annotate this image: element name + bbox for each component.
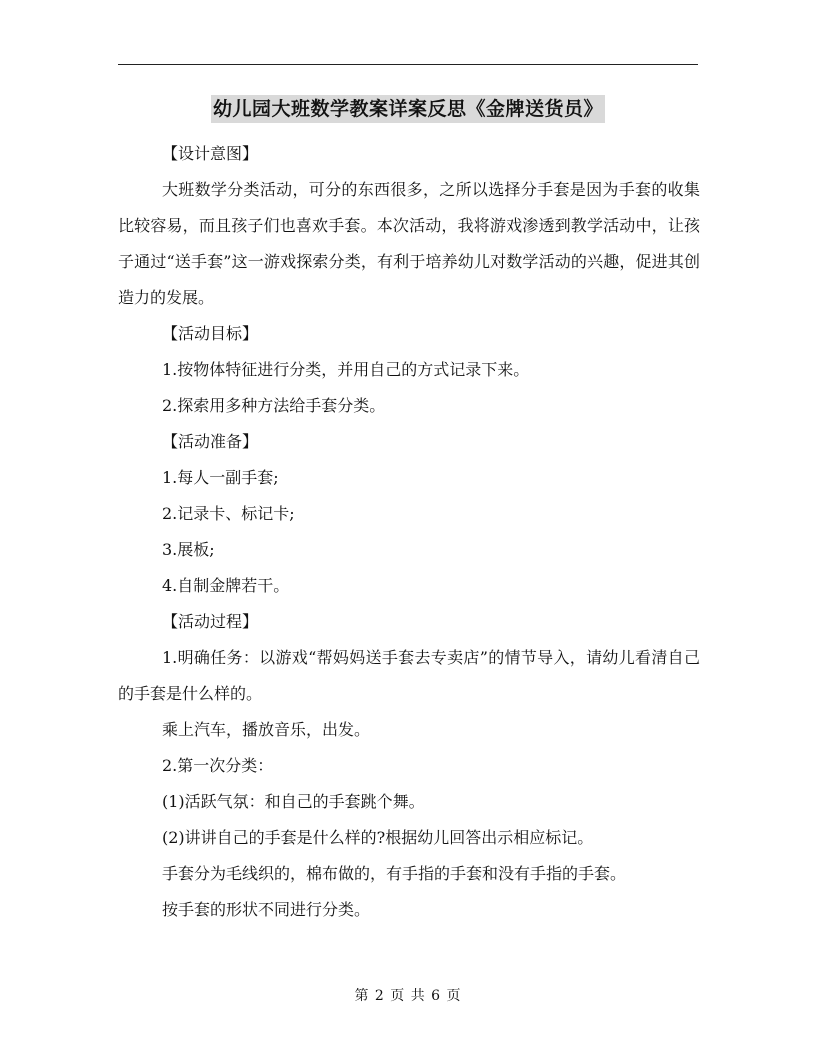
paragraph-design-intent: 大班数学分类活动，可分的东西很多，之所以选择分手套是因为手套的收集比较容易，而且孩子们也喜欢手套。本次活动，我将游戏渗透到教学活动中，让孩子通过“送手套”这一游戏探索分类，有利于培养幼儿对数学活动的兴趣，促进其创造力的发展。	[118, 180, 700, 307]
goal-item-1: 1.按物体特征进行分类，并用自己的方式记录下来。	[162, 360, 530, 379]
classify-by-shape: 按手套的形状不同进行分类。	[162, 900, 371, 919]
section-heading-process: 【活动过程】	[162, 612, 259, 631]
page-number: 第 2 页 共 6 页	[354, 988, 462, 1004]
header-rule	[118, 64, 698, 65]
document-body	[118, 136, 700, 928]
section-heading-goals: 【活动目标】	[162, 324, 259, 343]
process-step-1: 1.明确任务：以游戏“帮妈妈送手套去专卖店”的情节导入，请幼儿看清自己的手套是什么样的。	[118, 648, 700, 703]
document-title: 幼儿园大班数学教案详案反思《金牌送货员》	[211, 95, 605, 123]
process-step-2-sub-1: (1)活跃气氛：和自己的手套跳个舞。	[162, 792, 425, 811]
glove-categories: 手套分为毛线织的，棉布做的，有手指的手套和没有手指的手套。	[162, 864, 627, 883]
title-container	[0, 95, 816, 123]
preparation-item-1: 1.每人一副手套;	[162, 468, 279, 487]
preparation-item-2: 2.记录卡、标记卡;	[162, 504, 295, 523]
goal-item-2: 2.探索用多种方法给手套分类。	[162, 396, 386, 415]
process-step-2: 2.第一次分类：	[162, 756, 274, 775]
section-heading-design: 【设计意图】	[162, 144, 259, 163]
preparation-item-3: 3.展板;	[162, 540, 215, 559]
section-heading-preparation: 【活动准备】	[162, 432, 259, 451]
preparation-item-4: 4.自制金牌若干。	[162, 576, 290, 595]
process-step-1-note: 乘上汽车，播放音乐，出发。	[162, 720, 371, 739]
process-step-2-sub-2: (2)讲讲自己的手套是什么样的?根据幼儿回答出示相应标记。	[162, 828, 594, 847]
